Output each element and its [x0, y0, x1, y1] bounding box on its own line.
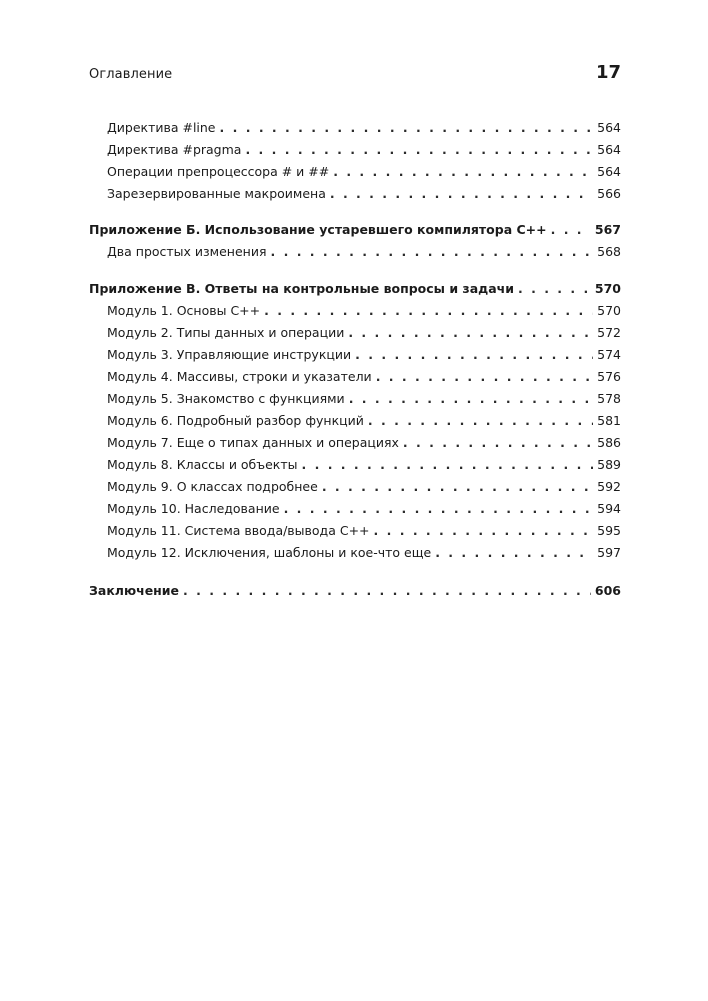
toc-entry-title: Модуль 1. Основы C++	[107, 303, 261, 318]
toc-entry-title: Директива #pragma	[107, 142, 242, 157]
toc-chapter-title: Приложение В. Ответы на контрольные вопросы и задачи	[89, 281, 514, 296]
toc-entry-page: 574	[597, 347, 621, 362]
dot-leader	[349, 388, 593, 410]
toc-entry-page: 568	[597, 244, 621, 259]
toc-entry-title: Директива #line	[107, 120, 216, 135]
toc-entry-page: 564	[597, 164, 621, 179]
toc-entry	[89, 241, 621, 263]
toc-entry-title: Модуль 3. Управляющие инструкции	[107, 347, 352, 362]
toc-entry-page: 586	[597, 435, 621, 450]
toc-entry-title: Модуль 4. Массивы, строки и указатели	[107, 369, 372, 384]
dot-leader	[271, 241, 594, 263]
dot-leader	[376, 366, 593, 388]
toc-entry-title: Зарезервированные макроимена	[107, 186, 326, 201]
table-of-contents	[89, 117, 621, 602]
toc-chapter-appendix-b	[89, 219, 621, 241]
dot-leader	[435, 542, 593, 564]
dot-leader	[330, 183, 593, 205]
toc-entry-page: 572	[597, 325, 621, 340]
toc-entry	[89, 117, 621, 139]
dot-leader	[284, 498, 594, 520]
toc-entry	[89, 139, 621, 161]
running-header	[89, 62, 621, 86]
dot-leader	[333, 161, 593, 183]
toc-chapter-page: 606	[594, 583, 621, 598]
toc-entry-page: 566	[597, 186, 621, 201]
toc-entry-page: 589	[597, 457, 621, 472]
toc-entry-page: 576	[597, 369, 621, 384]
toc-entry-title: Модуль 7. Еще о типах данных и операциях	[107, 435, 399, 450]
toc-entry-title: Два простых изменения	[107, 244, 267, 259]
toc-entry	[89, 344, 621, 366]
toc-entry-page: 564	[597, 142, 621, 157]
toc-entry-page: 594	[597, 501, 621, 516]
dot-leader	[302, 454, 594, 476]
page-number: 17	[595, 62, 621, 83]
toc-entry	[89, 476, 621, 498]
toc-entry	[89, 410, 621, 432]
dot-leader	[322, 476, 593, 498]
dot-leader	[264, 300, 593, 322]
toc-entry-page: 578	[597, 391, 621, 406]
toc-entry-page: 581	[597, 413, 621, 428]
toc-chapter-conclusion	[89, 580, 621, 602]
toc-entry	[89, 542, 621, 564]
dot-leader	[518, 278, 591, 300]
dot-leader	[374, 520, 594, 542]
dot-leader	[220, 117, 594, 139]
toc-entry-title: Модуль 6. Подробный разбор функций	[107, 413, 364, 428]
toc-chapter-title: Заключение	[89, 583, 180, 598]
toc-entry-title: Модуль 9. О классах подробнее	[107, 479, 318, 494]
toc-entry	[89, 520, 621, 542]
toc-chapter-title: Приложение Б. Использование устаревшего компилятора C++	[89, 222, 547, 237]
toc-entry-page: 595	[597, 523, 621, 538]
toc-entry	[89, 454, 621, 476]
toc-entry-page: 597	[597, 545, 621, 560]
toc-entry	[89, 498, 621, 520]
toc-entry	[89, 300, 621, 322]
toc-entry-title: Модуль 8. Классы и объекты	[107, 457, 298, 472]
dot-leader	[355, 344, 593, 366]
toc-entry	[89, 322, 621, 344]
toc-entry-title: Модуль 10. Наследование	[107, 501, 280, 516]
toc-entry	[89, 432, 621, 454]
toc-entry-title: Модуль 2. Типы данных и операции	[107, 325, 345, 340]
toc-entry-page: 570	[597, 303, 621, 318]
dot-leader	[348, 322, 593, 344]
toc-chapter-page: 567	[594, 222, 621, 237]
toc-chapter-appendix-c	[89, 278, 621, 300]
toc-entry-title: Модуль 5. Знакомство с функциями	[107, 391, 345, 406]
dot-leader	[551, 219, 591, 241]
dot-leader	[403, 432, 593, 454]
toc-entry-title: Модуль 11. Система ввода/вывода C++	[107, 523, 370, 538]
dot-leader	[368, 410, 593, 432]
dot-leader	[245, 139, 593, 161]
running-title: Оглавление	[89, 67, 173, 82]
toc-entry	[89, 183, 621, 205]
toc-chapter-page: 570	[594, 281, 621, 296]
toc-entry	[89, 388, 621, 410]
toc-entry-title: Модуль 12. Исключения, шаблоны и кое-что еще	[107, 545, 432, 560]
toc-entry	[89, 161, 621, 183]
toc-entry	[89, 366, 621, 388]
dot-leader	[183, 580, 591, 602]
toc-entry-page: 564	[597, 120, 621, 135]
toc-entry-page: 592	[597, 479, 621, 494]
toc-entry-title: Операции препроцессора # и ##	[107, 164, 330, 179]
